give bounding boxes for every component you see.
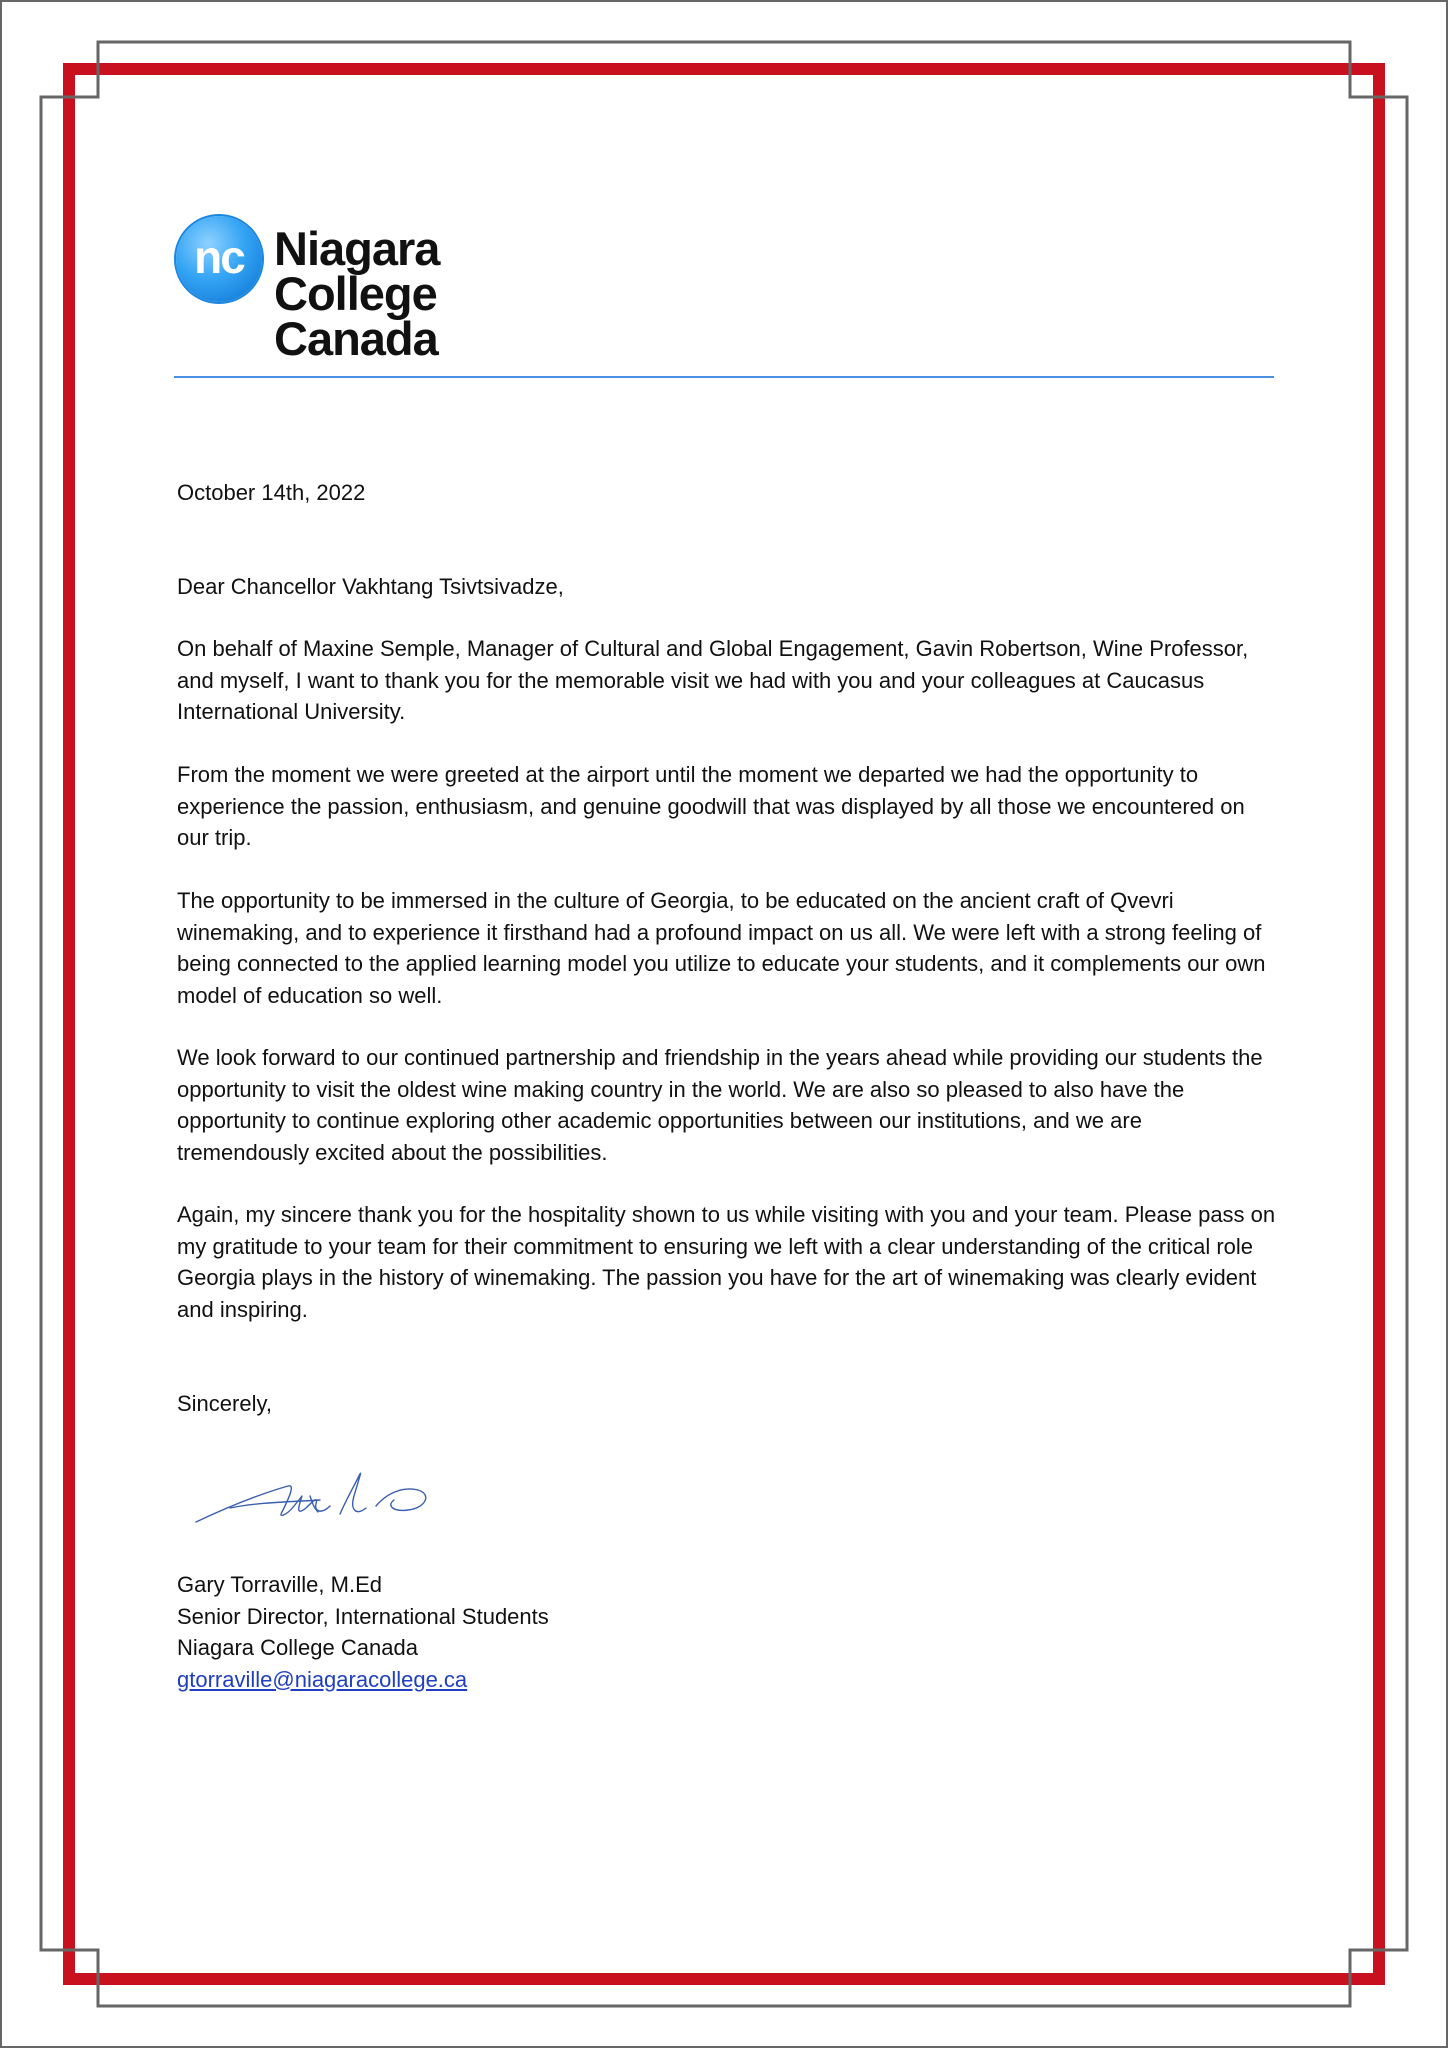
letter-paragraph: On behalf of Maxine Semple, Manager of Cultural and Global Engagement, Gavin Robertson, Wine Professor, and myself, I want to thank you for the memorable visit we had with you and your colleagues at Caucasus International University.	[177, 636, 1249, 724]
letter-closing: Sincerely,	[177, 1391, 272, 1416]
signer-block	[177, 1569, 549, 1695]
logo-mark	[176, 216, 262, 302]
college-logo	[176, 216, 476, 372]
logo-wordmark	[274, 222, 440, 365]
signer-name: Gary Torraville, M.Ed	[177, 1572, 382, 1597]
letter-paragraph: We look forward to our continued partnership and friendship in the years ahead while providing our students the opportunity to visit the oldest wine making country in the world. We are also so pleased to also have the opportunity to continue exploring other academic opportunities between our institutions, and we are tremendously excited about the possibilities.	[177, 1045, 1263, 1165]
logo-line: Niagara	[274, 222, 440, 275]
letter-salutation: Dear Chancellor Vakhtang Tsivtsivadze,	[177, 574, 564, 599]
letter-paragraph: The opportunity to be immersed in the culture of Georgia, to be educated on the ancient craft of Qvevri winemaking, and to experience it firsthand had a profound impact on us all. We were left with a strong feeling of being connected to the applied learning model you utilize to educate your students, and it complements our own model of education so well.	[177, 888, 1266, 1008]
letter-paragraph: From the moment we were greeted at the airport until the moment we departed we had the opportunity to experience the passion, enthusiasm, and genuine goodwill that was displayed by all those we encountered on our trip.	[177, 762, 1245, 850]
logo-line: Canada	[274, 312, 438, 365]
signer-title: Senior Director, International Students	[177, 1603, 549, 1629]
logo-mark-text: nc	[194, 231, 244, 283]
header-rule	[174, 376, 1274, 378]
letter-paragraph: Again, my sincere thank you for the hospitality shown to us while visiting with you and your team. Please pass on my gratitude to your team for their commitment to ensuring we left with a clear understanding of the critical role Georgia plays in the history of winemaking. The passion you have for the art of winemaking was clearly evident and inspiring.	[177, 1202, 1276, 1322]
signer-email-link[interactable]: gtorraville@niagaracollege.ca	[177, 1666, 468, 1692]
letter-date: October 14th, 2022	[177, 480, 366, 505]
handwritten-signature-icon	[190, 1456, 450, 1536]
logo-line: College	[274, 267, 437, 320]
signer-organization: Niagara College Canada	[177, 1635, 418, 1660]
